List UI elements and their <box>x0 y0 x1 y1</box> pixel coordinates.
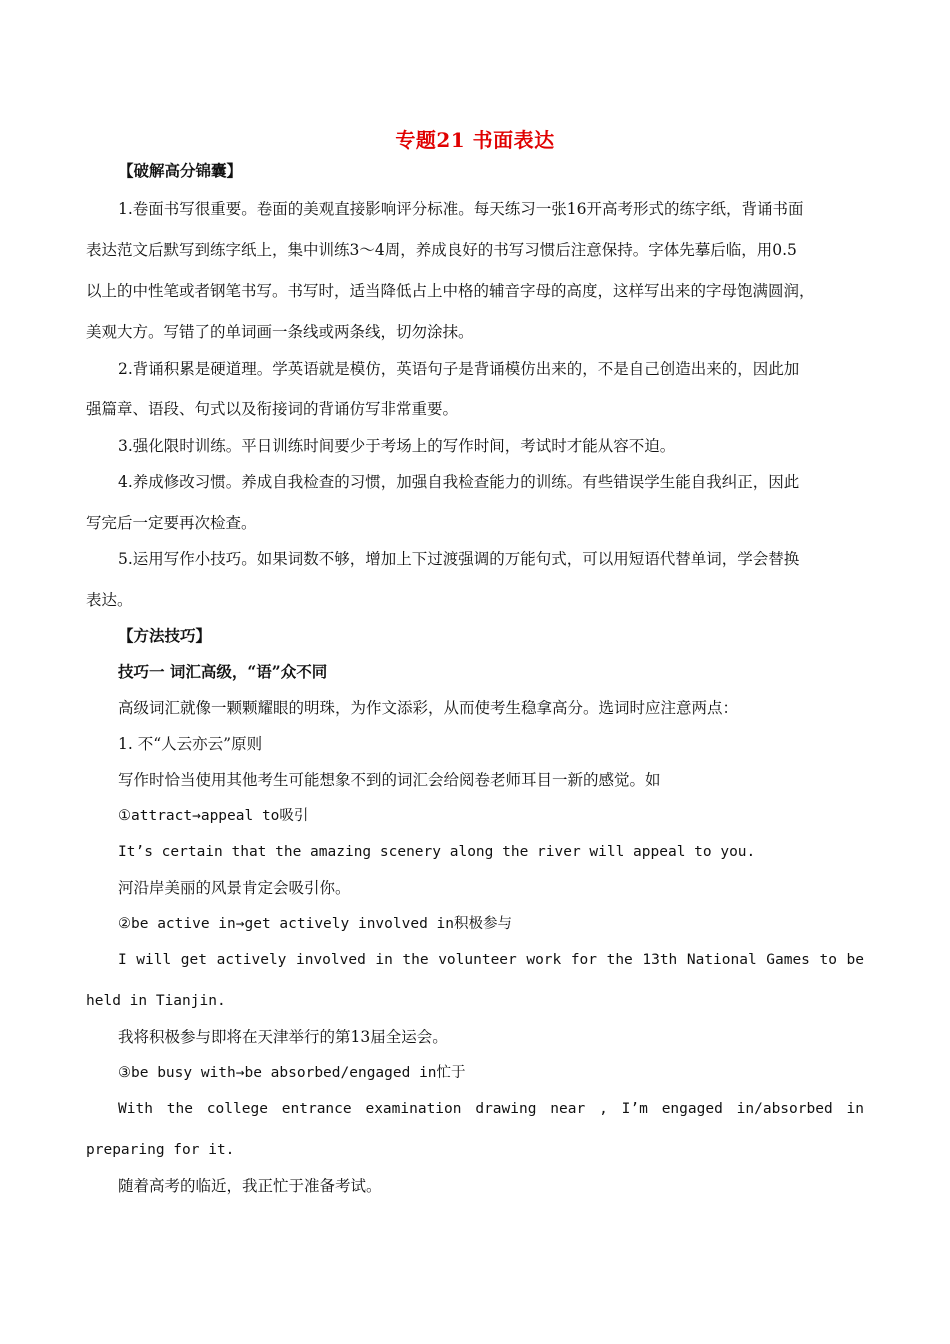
example-chinese: 河沿岸美丽的风景肯定会吸引你。 <box>118 879 351 897</box>
tip-intro: 高级词汇就像一颗颗耀眼的明珠，为作文添彩，从而使考生稳拿高分。选词时应注意两点： <box>118 699 739 717</box>
section-heading-crack: 【破解高分锦囊】 <box>118 161 243 180</box>
paragraph-line: 以上的中性笔或者钢笔书写。书写时，适当降低占上中格的辅音字母的高度，这样写出来的字母饱满圆润， <box>86 282 815 300</box>
paragraph-line: 强篇章、语段、句式以及衔接词的背诵仿写非常重要。 <box>86 400 459 418</box>
paragraph-line: 写完后一定要再次检查。 <box>86 514 257 532</box>
example-english-cont: preparing for it. <box>86 1142 235 1158</box>
rule-heading: 1. 不“人云亦云”原则 <box>118 735 263 753</box>
section-heading-method: 【方法技巧】 <box>118 626 212 645</box>
example-heading: ③be busy with→be absorbed/engaged in忙于 <box>118 1065 466 1081</box>
example-heading: ②be active in→get actively involved in积极参与 <box>118 916 512 932</box>
example-english: With the college entrance examination drawing near , I’m engaged in/absorbed in <box>118 1101 864 1117</box>
paragraph-line: 3.强化限时训练。平日训练时间要少于考场上的写作时间，考试时才能从容不迫。 <box>118 437 676 455</box>
paragraph-line: 表达。 <box>86 591 133 609</box>
example-english: It’s certain that the amazing scenery along the river will appeal to you. <box>118 844 756 860</box>
example-chinese: 我将积极参与即将在天津举行的第13届全运会。 <box>118 1028 448 1046</box>
example-english: I will get actively involved in the volunteer work for the 13th National Games to be <box>118 952 864 968</box>
tip-heading: 技巧一 词汇高级，“语”众不同 <box>118 662 328 681</box>
paragraph-line: 5.运用写作小技巧。如果词数不够，增加上下过渡强调的万能句式，可以用短语代替单词，学会替换 <box>118 550 800 568</box>
paragraph-line: 表达范文后默写到练字纸上，集中训练3～4周，养成良好的书写习惯后注意保持。字体先摹后临，用0.5 <box>86 241 797 259</box>
rule-description: 写作时恰当使用其他考生可能想象不到的词汇会给阅卷老师耳目一新的感觉。如 <box>118 771 661 789</box>
document-title: 专题21 书面表达 <box>395 128 555 152</box>
paragraph-line: 4.养成修改习惯。养成自我检查的习惯，加强自我检查能力的训练。有些错误学生能自我纠正，因此 <box>118 473 800 491</box>
paragraph-line: 1.卷面书写很重要。卷面的美观直接影响评分标准。每天练习一张16开高考形式的练字纸，背诵书面 <box>118 200 804 218</box>
paragraph-line: 2.背诵积累是硬道理。学英语就是模仿，英语句子是背诵模仿出来的，不是自己创造出来的，因此加 <box>118 360 800 378</box>
example-chinese: 随着高考的临近，我正忙于准备考试。 <box>118 1177 382 1195</box>
paragraph-line: 美观大方。写错了的单词画一条线或两条线，切勿涂抹。 <box>86 323 474 341</box>
example-heading: ①attract→appeal to吸引 <box>118 808 309 824</box>
example-english-cont: held in Tianjin. <box>86 993 226 1009</box>
